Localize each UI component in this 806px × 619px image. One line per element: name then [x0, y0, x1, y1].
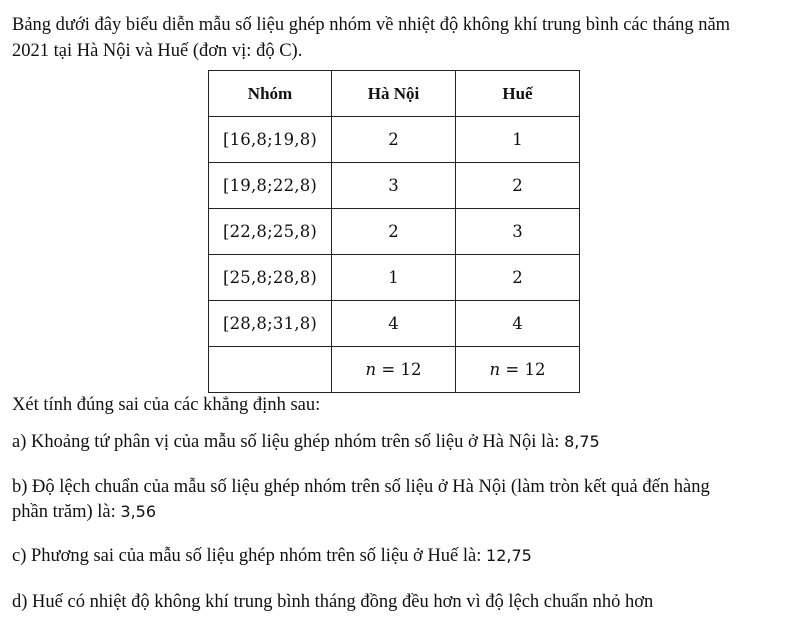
statement-c: [12, 543, 532, 569]
intro-text-line-2: 2021 tại Hà Nội và Huế (đơn vị: độ C).: [12, 41, 303, 61]
hanoi-count-cell: 1: [332, 255, 456, 301]
statement-b-line-1: b) Độ lệch chuẩn của mẫu số liệu ghép nhóm trên số liệu ở Hà Nội (làm tròn kết quả đến hàng: [12, 477, 710, 497]
hanoi-count-cell: 3: [332, 163, 456, 209]
statement-c-text: c) Phương sai của mẫu số liệu ghép nhóm trên số liệu ở Huế là:: [12, 546, 487, 566]
table-row: [209, 255, 580, 301]
question-prompt: Xét tính đúng sai của các khẳng định sau:: [12, 395, 321, 415]
statement-b-text: phần trăm) là:: [12, 502, 121, 522]
statement-a-value: 8,75: [564, 432, 600, 451]
statement-b-value: 3,56: [120, 502, 157, 521]
hanoi-count-cell: 2: [332, 117, 456, 163]
n-variable: n: [489, 360, 501, 379]
statement-b-line-2: [12, 499, 156, 525]
hanoi-count-cell: 2: [332, 209, 456, 255]
group-interval-cell: [16,8;19,8): [209, 117, 332, 163]
hanoi-count-cell: 4: [332, 301, 456, 347]
table-row: [209, 301, 580, 347]
table-row: [209, 163, 580, 209]
table-total-row: [209, 347, 580, 393]
hanoi-total-cell: [332, 347, 456, 393]
hue-count-cell: 2: [456, 255, 580, 301]
table-header-row: [209, 71, 580, 117]
header-hanoi: Hà Nội: [332, 71, 456, 117]
total-empty-cell: [209, 347, 332, 393]
group-interval-cell: [25,8;28,8): [209, 255, 332, 301]
header-hue: Huế: [456, 71, 580, 117]
group-interval-cell: [19,8;22,8): [209, 163, 332, 209]
statement-c-value: 12,75: [486, 546, 532, 565]
hue-count-cell: 3: [456, 209, 580, 255]
hue-total-cell: [456, 347, 580, 393]
hue-total-value: = 12: [500, 360, 546, 379]
hue-count-cell: 1: [456, 117, 580, 163]
header-group: Nhóm: [209, 71, 332, 117]
statement-a: [12, 429, 600, 455]
hue-count-cell: 2: [456, 163, 580, 209]
grouped-data-table: [208, 70, 580, 393]
table-row: [209, 117, 580, 163]
group-interval-cell: [28,8;31,8): [209, 301, 332, 347]
hue-count-cell: 4: [456, 301, 580, 347]
hanoi-total-value: = 12: [376, 360, 422, 379]
statement-d: d) Huế có nhiệt độ không khí trung bình tháng đồng đều hơn vì độ lệch chuẩn nhỏ hơn: [12, 592, 654, 612]
n-variable: n: [365, 360, 377, 379]
statement-a-text: a) Khoảng tứ phân vị của mẫu số liệu ghép nhóm trên số liệu ở Hà Nội là:: [12, 432, 565, 452]
group-interval-cell: [22,8;25,8): [209, 209, 332, 255]
intro-text-line-1: Bảng dưới đây biểu diễn mẫu số liệu ghép nhóm về nhiệt độ không khí trung bình các tháng năm: [12, 15, 731, 35]
table-row: [209, 209, 580, 255]
